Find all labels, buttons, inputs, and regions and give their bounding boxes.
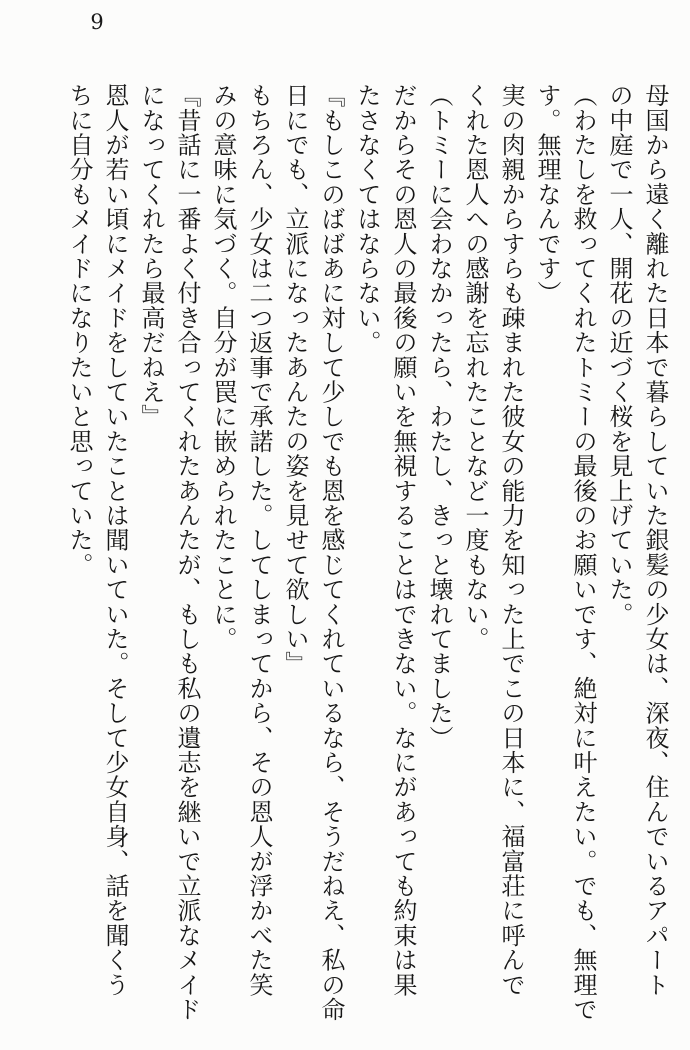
text-line: 母国から遠く離れた日本で暮らしていた銀髪の少女は、深夜、住んでいるアパート	[641, 83, 669, 997]
text-line: （わたしを救ってくれたトミーの最後のお願いです、絶対に叶えたい。でも、無理で	[569, 83, 597, 1022]
text-line: もちろん、少女は二つ返事で承諾した。してしまってから、その恩人が浮かべた笑	[245, 83, 273, 997]
text-line: 『もしこのばばあに対して少しでも恩を感じてくれているなら、そうだねえ、私の命	[317, 83, 345, 1022]
body-text	[0, 83, 673, 1050]
text-line: 『昔話に一番よく付き合ってくれたあんたが、もしも私の遺志を継いで立派なメイド	[173, 83, 201, 1022]
text-line: になってくれたら最高だねえ』	[137, 83, 165, 429]
text-line: 恩人が若い頃にメイドをしていたことは聞いていた。そして少女自身、話を聞くう	[101, 83, 129, 997]
text-line: の中庭で一人、開花の近づく桜を見上げていた。	[605, 83, 633, 627]
text-line: ちに自分もメイドになりたいと思っていた。	[65, 83, 93, 577]
text-line: だからその恩人の最後の願いを無視することはできない。なにがあっても約束は果	[389, 83, 417, 997]
page-number: 9	[90, 10, 104, 34]
text-line: （トミーに会わなかったら、わたし、きっと壊れてました）	[425, 83, 453, 750]
text-line: す。無理なんです）	[533, 83, 561, 306]
text-line: たさなくてはならない。	[353, 83, 381, 355]
text-line: みの意味に気づく。自分が罠に嵌められたことに。	[209, 83, 237, 652]
text-line: 実の肉親からすらも疎まれた彼女の能力を知った上でこの日本に、福富荘に呼んで	[497, 83, 525, 997]
text-line: くれた恩人への感謝を忘れたことなど一度もない。	[461, 83, 489, 652]
text-line: 日にでも、立派になったあんたの姿を見せて欲しい』	[281, 83, 309, 676]
